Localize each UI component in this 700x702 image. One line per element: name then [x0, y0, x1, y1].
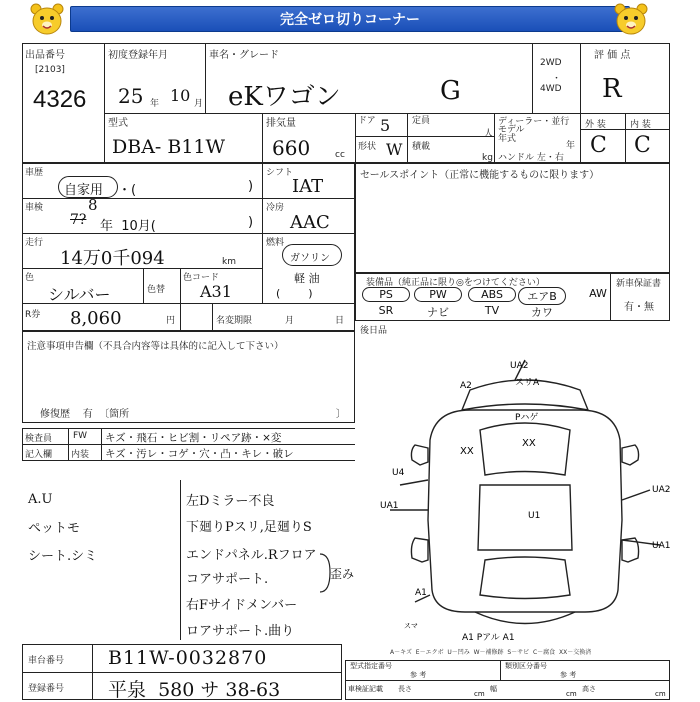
specs-hgt: 高さ	[582, 685, 596, 693]
mileage-unit: km	[222, 257, 236, 267]
remark-right-item: 左Dミラー不良	[186, 494, 275, 509]
rating-label: 評 価 点	[594, 50, 631, 61]
car-name-label: 車名・グレード	[209, 50, 279, 61]
mileage-value: 14万0千094	[60, 248, 165, 269]
diagram-label-ua2-right: UA2	[652, 485, 671, 495]
diagram-label-u4: U4	[392, 468, 405, 478]
banner-title: 完全ゼロ切りコーナー	[70, 6, 630, 32]
lot-number: 4326	[33, 86, 87, 113]
notes-label: 注意事項申告欄（不具合内容等は具体的に記入して下さい）	[27, 341, 284, 352]
inspector-int-items: キズ・汚レ・コゲ・穴・凸・キレ・破レ	[105, 448, 294, 460]
aircon-label: 冷房	[266, 203, 285, 213]
remark-right-item: エンドパネル.Rフロア	[186, 548, 317, 563]
diagram-legend: A－キズ E－エクボ U－凹み W－補修跡 S－サビ C－腐食 XX－交換済	[390, 649, 592, 656]
model-label: 型式	[108, 118, 128, 129]
fuel-gasoline: ガソリン	[290, 253, 330, 264]
specs-cert-label: 車検証記載	[348, 685, 383, 693]
rtax-unit: 円	[166, 316, 176, 326]
car-name: eKワゴン	[228, 82, 341, 112]
specs-wid: 幅	[490, 685, 497, 693]
specs-type-label: 型式指定番号	[350, 662, 392, 670]
color-code-label: 色コード	[183, 273, 220, 283]
shape-value: W	[386, 140, 403, 159]
aircon-value: AAC	[290, 212, 330, 233]
remarks-side: 歪み	[330, 567, 355, 581]
dealer-year-unit: 年	[566, 141, 576, 151]
inspection-close: )	[248, 215, 254, 230]
diagram-label-phage: Pハゲ	[515, 413, 539, 423]
remark-right-item: ロアサポート.曲り	[186, 624, 295, 639]
shift-label: シフト	[266, 168, 294, 178]
specs-class-label: 類別区分番号	[505, 662, 547, 670]
inspection-struck: 7?	[70, 212, 87, 228]
history-value: 自家用	[64, 183, 104, 198]
capacity-label: 定員	[412, 116, 431, 126]
equipment-label: 装備品（純正品に限り◎をつけてください）	[366, 278, 545, 288]
equipment-item: ナビ	[427, 306, 449, 319]
rating-int: C	[634, 133, 651, 158]
specs-cm-1: cm	[474, 690, 485, 698]
car-grade: G	[440, 76, 461, 106]
first-reg-year: 25	[118, 84, 144, 108]
equipment-item: SR	[378, 304, 394, 317]
color-value: シルバー	[48, 285, 111, 304]
diagram-label-xx-right: XX	[522, 438, 536, 449]
rating-score: R	[602, 74, 622, 104]
remark-left-item: A.U	[28, 492, 53, 507]
inspector-fw-label: FW	[73, 431, 88, 441]
displacement-unit: cc	[335, 150, 345, 160]
first-reg-year-unit: 年	[150, 99, 160, 109]
load-unit: kg	[482, 153, 493, 163]
drive-dot: ・	[552, 74, 562, 84]
rtax-month: 月	[285, 316, 295, 326]
lot-code: [2103]	[35, 65, 65, 75]
inspector-label-2: 記入欄	[25, 450, 53, 460]
remark-left-item: シート.シミ	[28, 549, 98, 564]
remark-right-item: コアサポート.	[186, 572, 269, 587]
doors-label: ドア	[358, 116, 376, 126]
rating-int-label: 内 装	[630, 120, 651, 130]
equipment-item: PW	[414, 287, 462, 302]
drive-4wd: 4WD	[540, 84, 562, 94]
registration-label: 登録番号	[28, 684, 65, 694]
rtax-day: 日	[335, 316, 345, 326]
specs-cm-3: cm	[655, 690, 666, 698]
fuel-paren: ( )	[276, 287, 313, 300]
specs-ref-1: 参 考	[410, 671, 427, 679]
history-close: )	[248, 179, 254, 194]
fuel-diesel: 軽 油	[294, 272, 320, 285]
lot-label: 出品番号	[25, 50, 65, 61]
color-tone-label: 色替	[147, 285, 166, 295]
registration-value: 平泉 580 サ 38-63	[108, 679, 281, 701]
diagram-label-ua2-top: UA2	[510, 361, 529, 371]
equipment-item: TV	[484, 304, 500, 317]
notes-repair: 修復歴 有 〔箇所	[40, 409, 130, 420]
inspector-int-label: 内装	[71, 450, 90, 460]
chassis-value: B11W-0032870	[108, 647, 268, 669]
load-label: 積載	[412, 142, 431, 152]
specs-cm-2: cm	[566, 690, 577, 698]
dealer-handle: ハンドル 左・右	[498, 153, 564, 163]
warranty-value: 有・無	[624, 302, 654, 313]
displacement-value: 660	[272, 136, 311, 160]
displacement-label: 排気量	[266, 118, 296, 129]
remarks-bracket-icon	[318, 552, 334, 594]
specs-ref-2: 参 考	[560, 671, 577, 679]
notes-bracket: 〕	[336, 409, 346, 420]
drive-2wd: 2WD	[540, 58, 562, 68]
chassis-label: 車台番号	[28, 656, 65, 666]
inspection-year: 8	[88, 196, 98, 214]
rating-ext: C	[590, 133, 607, 158]
color-label: 色	[25, 273, 35, 283]
diagram-label-suma: スマ	[404, 622, 418, 630]
warranty-label: 新車保証書	[616, 279, 662, 289]
remark-right-item: 右Fサイドメンバー	[186, 598, 298, 613]
dealer-label: ディーラー・並行	[498, 117, 570, 127]
bear-mascot-icon	[28, 2, 66, 36]
history-label: 車歴	[25, 168, 44, 178]
capacity-unit: 人	[484, 129, 494, 139]
bear-mascot-icon	[612, 2, 650, 36]
first-reg-label: 初度登録年月	[108, 50, 168, 61]
rear-seat-label: 後日品	[360, 326, 388, 336]
diagram-label-u1: U1	[528, 511, 541, 521]
model-value: DBA- B11W	[112, 136, 226, 158]
damage-diagram	[360, 350, 690, 650]
inspector-label-1: 検査員	[25, 434, 53, 444]
sales-point-label: セールスポイント（正常に機能するものに限ります）	[360, 170, 600, 181]
remark-left-item: ペットモ	[28, 521, 81, 536]
diagram-label-bottom: A1 Pアル A1	[462, 633, 515, 643]
equipment-item: エアB	[518, 287, 566, 305]
fuel-label: 燃料	[266, 238, 285, 248]
equipment-item: AW	[589, 287, 607, 300]
equipment-item: ABS	[468, 287, 516, 302]
specs-len: 長さ	[398, 685, 412, 693]
history-paren: ・(	[118, 183, 137, 198]
equipment-item: カワ	[531, 306, 553, 319]
inspection-label: 車検	[25, 203, 44, 213]
diagram-label-ua1-right: UA1	[652, 541, 671, 551]
diagram-label-a2: A2	[460, 381, 472, 391]
remark-right-item: 下廻りPスリ,足廻りS	[186, 520, 312, 535]
shape-label: 形状	[358, 142, 377, 152]
dealer-model-year: モデル 年式	[498, 125, 525, 144]
rating-ext-label: 外 装	[585, 120, 606, 130]
diagram-label-suri: スリA	[515, 378, 540, 388]
rtax-label: R券	[25, 310, 41, 320]
diagram-label-ua1-left: UA1	[380, 501, 399, 511]
diagram-label-xx-left: XX	[460, 446, 474, 457]
inspector-fw-items: キズ・飛石・ヒビ割・リペア跡・×変	[105, 432, 282, 444]
color-code: A31	[200, 282, 232, 301]
shift-value: IAT	[292, 176, 324, 197]
mileage-label: 走行	[25, 238, 44, 248]
first-reg-month: 10	[170, 86, 191, 105]
equipment-item: PS	[362, 287, 410, 302]
first-reg-month-unit: 月	[194, 99, 204, 109]
banner	[0, 0, 700, 38]
doors-value: 5	[380, 116, 391, 135]
rtax-value: 8,060	[70, 308, 122, 329]
rtax-deadline-label: 名変期限	[216, 316, 253, 326]
inspection-suffix: 年 10月(	[100, 219, 156, 234]
diagram-label-a1-left: A1	[415, 588, 427, 598]
